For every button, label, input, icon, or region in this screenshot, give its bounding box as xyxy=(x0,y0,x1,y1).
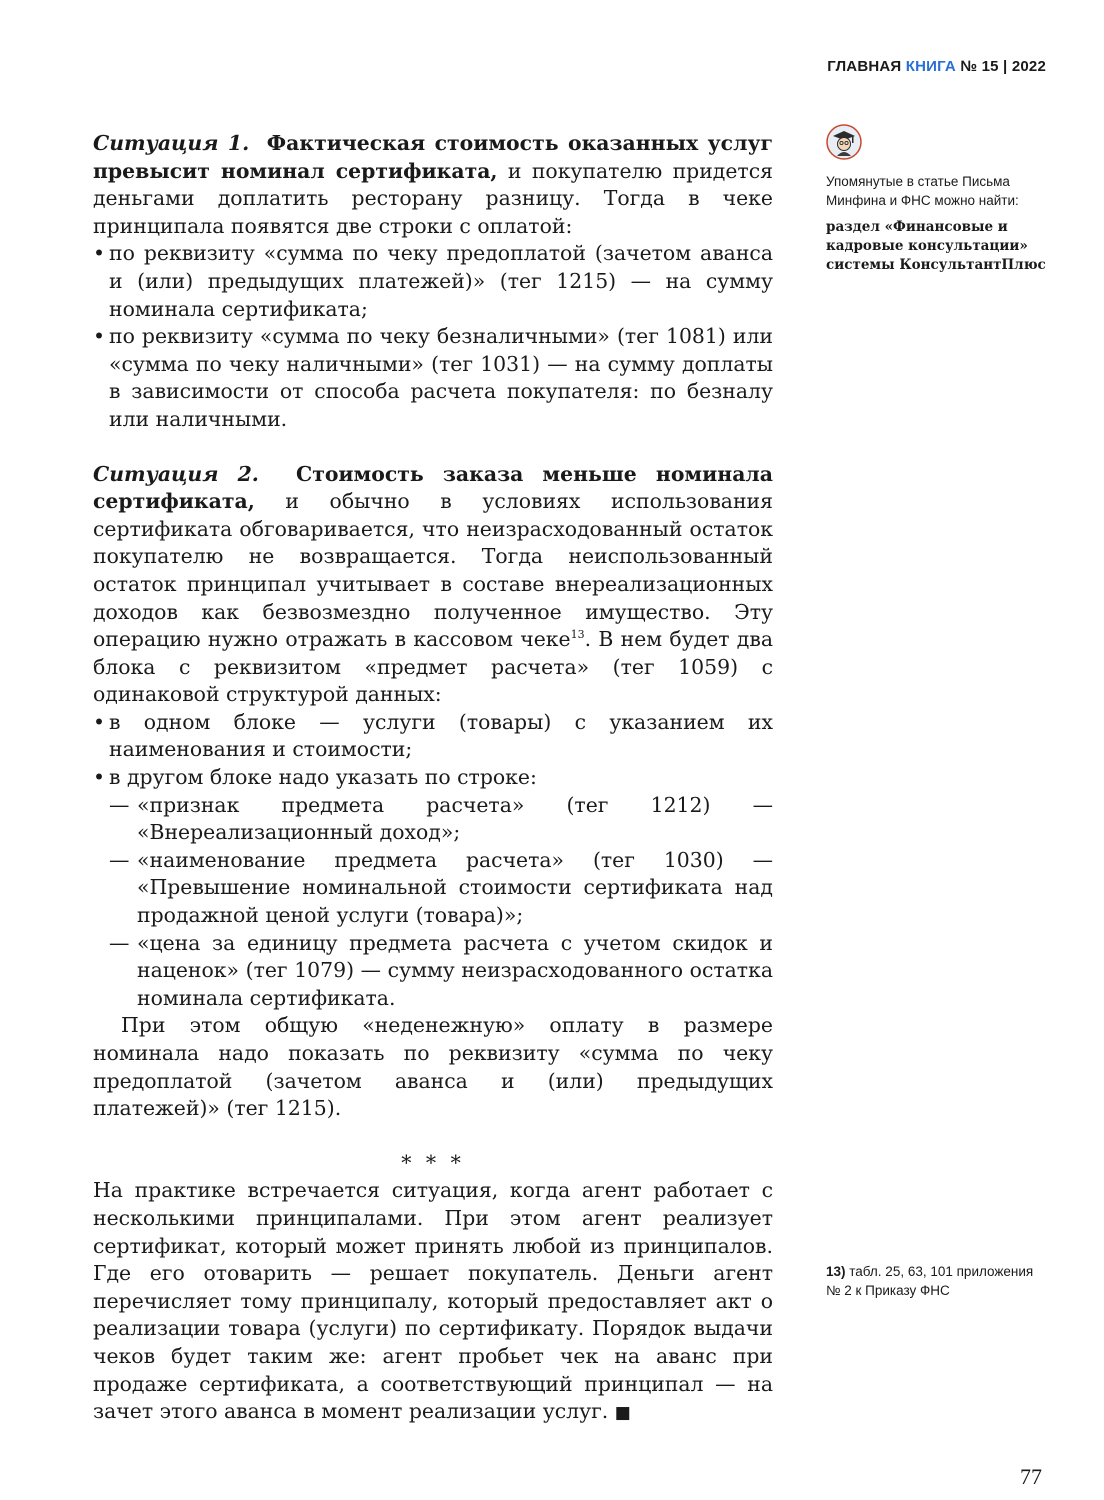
situation-2-text-a: и обычно в условиях использования сертификата обговаривается, что неизрасходованный остаток покупателю не возвращается. Тогда неиспользованный остаток принципал учитывает в составе внереализационных доходов как безвозмездно полученное имущество. Эту операцию нужно отражать в кассовом чеке xyxy=(93,489,773,652)
article-body xyxy=(93,130,773,1428)
list-item: • по реквизиту «сумма по чеку предоплатой (зачетом аванса и (или) предыдущих платежей)» (тег 1215) — на сумму номинала сертификата; xyxy=(93,240,773,323)
situation-2-closing: При этом общую «неденежную» оплату в размере номинала надо показать по реквизиту «сумма по чеку предоплатой (зачетом аванса и (или) предыдущих платежей)» (тег 1215). xyxy=(93,1013,773,1121)
situation-2-label: Ситуация 2. xyxy=(93,461,259,486)
footnote-number: 13) xyxy=(826,1264,846,1279)
magazine-header xyxy=(827,58,1046,75)
final-paragraph-text: На практике встречается ситуация, когда агент работает с несколькими принципалами. При этом агент реализует сертификат, который может принять любой из принципалов. Где его отоварить — решает покупатель. Деньги агент перечисляет тому принципалу, который предоставляет акт о реализации товара (услуги) по сертификату. Порядок выдачи чеков будет таким же: агент пробьет чек на аванс при продаже сертификата, а соответствующий принципал — на зачет этого аванса в момент реализации услуг. xyxy=(93,1178,773,1424)
header-issue: № 15 | 2022 xyxy=(955,58,1046,75)
list-item: — «цена за единицу предмета расчета с учетом скидок и наценок» (тег 1079) — сумму неизрасходованного остатка номинала сертификата. xyxy=(93,930,773,1013)
situation-2-heading: Стоимость заказа меньше номинала сертификата, xyxy=(93,461,773,514)
situation-1 xyxy=(93,130,773,434)
end-mark-icon: ■ xyxy=(614,1403,631,1424)
footnote-ref[interactable]: 13 xyxy=(570,628,585,642)
list-item: • в другом блоке надо указать по строке: xyxy=(93,764,773,792)
situation-2-bullets xyxy=(93,709,773,792)
list-item: • по реквизиту «сумма по чеку безналичными» (тег 1081) или «сумма по чеку наличными» (тег 1031) — на сумму доплаты в зависимости от способа расчета покупателя: по безналу или наличными. xyxy=(93,323,773,433)
situation-2-text-b: . В нем будет два блока с реквизитом «предмет расчета» (тег 1059) с одинаковой структурой данных: xyxy=(93,627,773,707)
situation-2-dashes xyxy=(93,792,773,1013)
author-avatar-icon xyxy=(826,124,862,160)
page-number: 77 xyxy=(1020,1464,1042,1489)
sidebar-note xyxy=(826,124,1051,275)
situation-2-intro xyxy=(93,461,773,709)
list-item: • в одном блоке — услуги (товары) с указанием их наименования и стоимости; xyxy=(93,709,773,764)
situation-1-intro xyxy=(93,130,773,240)
header-brand-accent: КНИГА xyxy=(905,58,956,75)
list-item: — «наименование предмета расчета» (тег 1030) — «Превышение номинальной стоимости сертификата над продажной ценой услуги (товара)»; xyxy=(93,847,773,930)
situation-2 xyxy=(93,461,773,1123)
situation-1-bullets xyxy=(93,240,773,433)
header-brand-part1: ГЛАВНАЯ xyxy=(827,58,906,75)
situation-1-text: и покупателю придется деньгами доплатить ресторану разницу. Тогда в чеке принципала появятся две строки с оплатой: xyxy=(93,158,773,238)
sidebar-caption: Упомянутые в статье Письма Минфина и ФНС можно найти: xyxy=(826,174,1019,208)
list-item: — «признак предмета расчета» (тег 1212) — «Внереализационный доход»; xyxy=(93,792,773,847)
situation-1-label: Ситуация 1. xyxy=(93,131,250,155)
sidebar-reference: раздел «Финансовые и кадровые консультации» системы КонсультантПлюс xyxy=(826,219,1046,273)
section-separator: * * * xyxy=(401,1150,465,1175)
footnote-13 xyxy=(826,1262,1051,1300)
situation-1-heading: Фактическая стоимость оказанных услуг превысит номинал сертификата, xyxy=(93,131,773,183)
final-paragraph xyxy=(93,1177,773,1427)
footnote-text: табл. 25, 63, 101 приложения № 2 к Приказу ФНС xyxy=(826,1264,1034,1298)
